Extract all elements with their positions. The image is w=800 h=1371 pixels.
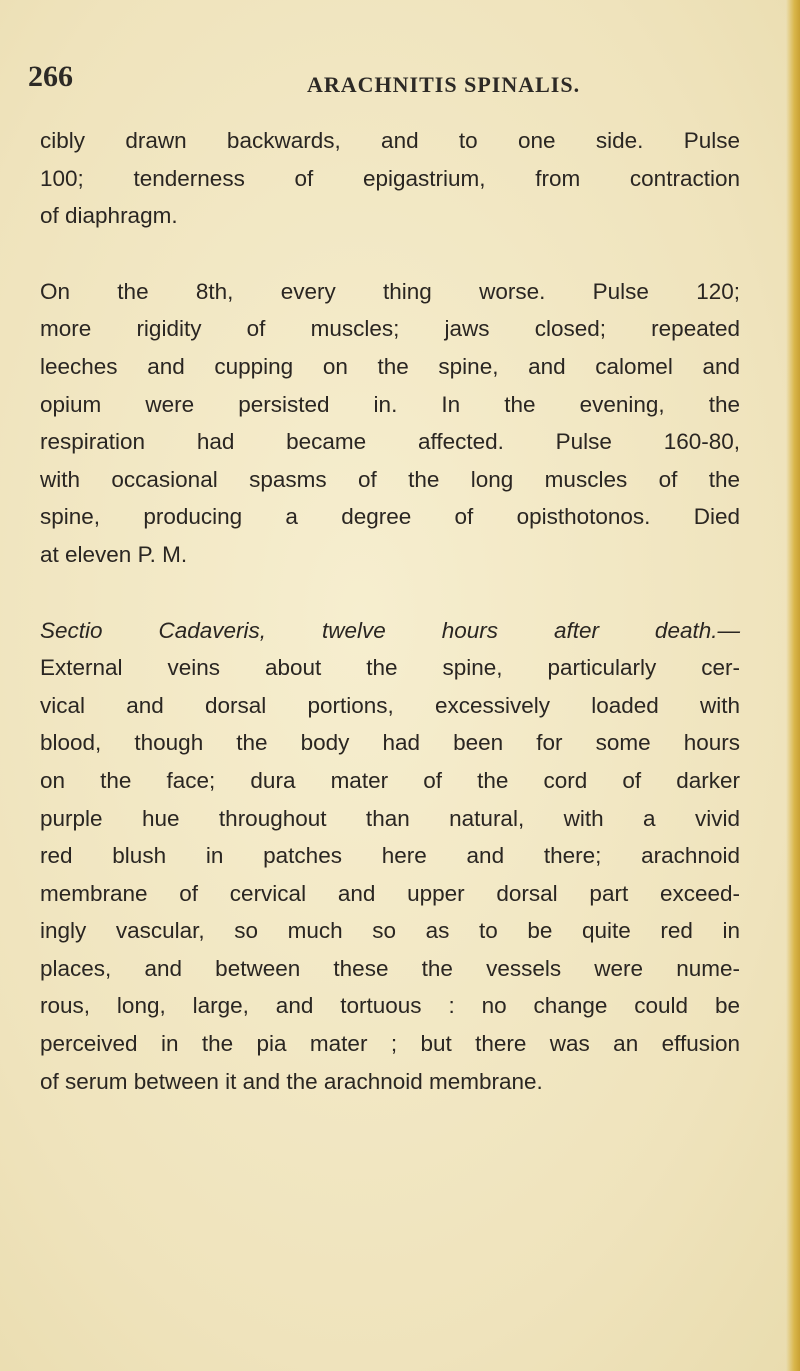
running-head: ARACHNITIS SPINALIS. [307, 72, 581, 97]
text-line: cibly drawn backwards, and to one side. Pulse [40, 128, 740, 153]
text-line: blood, though the body had been for some hours [40, 730, 740, 756]
text-line: perceived in the pia mater ; but there was an effusion [40, 1031, 740, 1057]
text-line: opium were persisted in. In the evening, the [40, 391, 740, 417]
text-line: spine, producing a degree of opisthotonos. Died [40, 504, 740, 530]
text-line: ingly vascular, so much so as to be quite red in [40, 918, 740, 944]
text-line: leeches and cupping on the spine, and calomel and [40, 353, 740, 379]
text-line: respiration had became affected. Pulse 160-80, [40, 429, 740, 455]
text-line: 100; tenderness of epigastrium, from contraction [40, 165, 740, 191]
text-line: places, and between these the vessels were nume- [40, 955, 740, 981]
text-line: more rigidity of muscles; jaws closed; repeated [40, 316, 740, 342]
text-line: on the face; dura mater of the cord of darker [40, 767, 740, 793]
text-line: membrane of cervical and upper dorsal part exceed- [40, 880, 740, 906]
text-line: rous, long, large, and tortuous : no change could be [40, 993, 740, 1019]
text-line: of serum between it and the arachnoid membrane. [40, 1068, 543, 1094]
page-number: 266 [28, 60, 73, 93]
text-line: External veins about the spine, particularly cer- [40, 655, 740, 681]
paragraph-3 [40, 612, 740, 1101]
text-line: purple hue throughout than natural, with a vivid [40, 805, 740, 831]
text-line: On the 8th, every thing worse. Pulse 120; [40, 278, 740, 304]
paragraph-1 [40, 122, 740, 235]
page-edge [786, 0, 800, 1371]
text-line: of diaphragm. [40, 203, 178, 229]
body-text [40, 122, 740, 1100]
paragraph-2 [40, 273, 740, 574]
text-line: vical and dorsal portions, excessively loaded with [40, 692, 740, 718]
section-heading: Sectio Cadaveris, twelve hours after death.— [40, 617, 740, 643]
text-line: red blush in patches here and there; arachnoid [40, 843, 740, 869]
paragraph-gap [40, 574, 740, 612]
paragraph-gap [40, 235, 740, 273]
text-line: with occasional spasms of the long muscles of the [40, 466, 740, 492]
text-line: at eleven P. M. [40, 541, 188, 567]
